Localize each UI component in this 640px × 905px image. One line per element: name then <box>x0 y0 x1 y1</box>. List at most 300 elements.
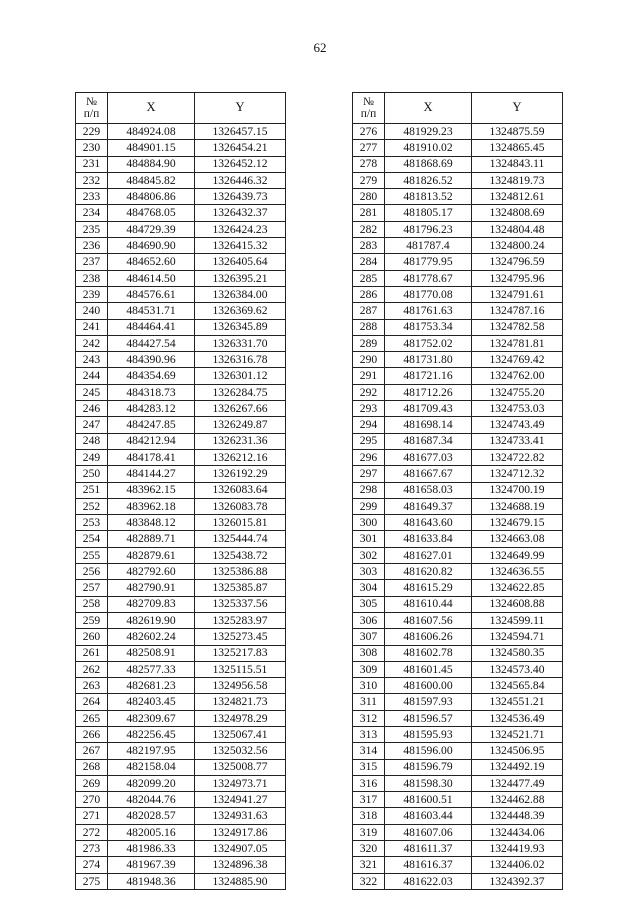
table-row <box>76 417 286 433</box>
point-number-cell: 236 <box>76 238 108 254</box>
point-number-cell: 308 <box>353 645 385 661</box>
y-coordinate-cell: 1324795.96 <box>472 270 563 286</box>
point-number-cell: 231 <box>76 156 108 172</box>
x-coordinate-cell: 482044.76 <box>108 792 195 808</box>
point-number-cell: 321 <box>353 857 385 873</box>
point-number-cell: 233 <box>76 189 108 205</box>
y-coordinate-cell: 1326384.00 <box>195 286 286 302</box>
x-coordinate-cell: 481787.4 <box>385 238 472 254</box>
table-row <box>76 189 286 205</box>
point-number-cell: 244 <box>76 368 108 384</box>
table-row <box>76 759 286 775</box>
x-coordinate-cell: 481778.67 <box>385 270 472 286</box>
point-number-cell: 282 <box>353 221 385 237</box>
x-coordinate-cell: 482508.91 <box>108 645 195 661</box>
x-coordinate-cell: 481779.95 <box>385 254 472 270</box>
x-coordinate-cell: 481600.51 <box>385 792 472 808</box>
table-row <box>76 286 286 302</box>
x-coordinate-cell: 482792.60 <box>108 564 195 580</box>
x-coordinate-cell: 481627.01 <box>385 547 472 563</box>
x-coordinate-cell: 482197.95 <box>108 743 195 759</box>
x-coordinate-cell: 484652.60 <box>108 254 195 270</box>
table-row <box>76 547 286 563</box>
point-number-cell: 319 <box>353 824 385 840</box>
x-coordinate-cell: 482403.45 <box>108 694 195 710</box>
point-number-cell: 278 <box>353 156 385 172</box>
table-row <box>76 205 286 221</box>
y-coordinate-cell: 1324565.84 <box>472 678 563 694</box>
table-row <box>353 596 563 612</box>
table-row <box>353 726 563 742</box>
x-coordinate-cell: 481770.08 <box>385 286 472 302</box>
x-coordinate-cell: 481596.79 <box>385 759 472 775</box>
table-row <box>353 172 563 188</box>
y-coordinate-cell: 1324622.85 <box>472 580 563 596</box>
y-coordinate-cell: 1324787.16 <box>472 303 563 319</box>
point-number-cell: 287 <box>353 303 385 319</box>
point-number-cell: 317 <box>353 792 385 808</box>
table-row <box>76 775 286 791</box>
x-coordinate-cell: 481597.93 <box>385 694 472 710</box>
table-row <box>353 286 563 302</box>
point-number-cell: 289 <box>353 335 385 351</box>
point-number-cell: 268 <box>76 759 108 775</box>
table-row <box>76 743 286 759</box>
table-row <box>76 238 286 254</box>
table-row <box>76 254 286 270</box>
table-row <box>76 303 286 319</box>
point-number-cell: 315 <box>353 759 385 775</box>
x-coordinate-cell: 481868.69 <box>385 156 472 172</box>
x-coordinate-cell: 481753.34 <box>385 319 472 335</box>
y-coordinate-cell: 1324573.40 <box>472 661 563 677</box>
table-row <box>76 612 286 628</box>
point-number-cell: 247 <box>76 417 108 433</box>
point-number-cell: 260 <box>76 629 108 645</box>
y-coordinate-cell: 1324931.63 <box>195 808 286 824</box>
x-coordinate-cell: 484924.08 <box>108 124 195 140</box>
y-coordinate-cell: 1324796.59 <box>472 254 563 270</box>
table-row <box>353 564 563 580</box>
page-number: 62 <box>313 40 327 55</box>
table-row <box>76 498 286 514</box>
x-coordinate-cell: 481616.37 <box>385 857 472 873</box>
y-coordinate-cell: 1324649.99 <box>472 547 563 563</box>
x-coordinate-cell: 481620.82 <box>385 564 472 580</box>
y-coordinate-cell: 1324733.41 <box>472 433 563 449</box>
point-number-cell: 229 <box>76 124 108 140</box>
table-row <box>353 824 563 840</box>
y-coordinate-cell: 1326452.12 <box>195 156 286 172</box>
x-coordinate-cell: 481607.56 <box>385 612 472 628</box>
table-row <box>353 238 563 254</box>
point-number-cell: 232 <box>76 172 108 188</box>
point-number-cell: 255 <box>76 547 108 563</box>
table-row <box>76 824 286 840</box>
x-coordinate-cell: 484845.82 <box>108 172 195 188</box>
y-coordinate-cell: 1326015.81 <box>195 515 286 531</box>
x-coordinate-cell: 484427.54 <box>108 335 195 351</box>
table-row <box>353 612 563 628</box>
point-number-cell: 250 <box>76 466 108 482</box>
y-coordinate-cell: 1325283.97 <box>195 612 286 628</box>
table-row <box>353 368 563 384</box>
x-coordinate-cell: 484690.90 <box>108 238 195 254</box>
x-coordinate-cell: 482790.91 <box>108 580 195 596</box>
y-coordinate-cell: 1324580.35 <box>472 645 563 661</box>
y-coordinate-cell: 1324917.86 <box>195 824 286 840</box>
point-number-cell: 242 <box>76 335 108 351</box>
x-coordinate-cell: 482709.83 <box>108 596 195 612</box>
table-row <box>353 645 563 661</box>
y-coordinate-cell: 1325217.83 <box>195 645 286 661</box>
header-number-abbrev: п/п <box>83 108 100 120</box>
point-number-cell: 235 <box>76 221 108 237</box>
y-coordinate-cell: 1324462.88 <box>472 792 563 808</box>
table-row <box>353 449 563 465</box>
point-number-cell: 322 <box>353 873 385 889</box>
table-row <box>76 515 286 531</box>
table-row <box>76 466 286 482</box>
table-row <box>353 384 563 400</box>
x-coordinate-cell: 484318.73 <box>108 384 195 400</box>
point-number-cell: 302 <box>353 547 385 563</box>
point-number-cell: 246 <box>76 401 108 417</box>
table-row <box>353 401 563 417</box>
x-coordinate-cell: 481643.60 <box>385 515 472 531</box>
table-row <box>76 433 286 449</box>
point-number-cell: 307 <box>353 629 385 645</box>
point-number-cell: 320 <box>353 841 385 857</box>
header-number <box>76 93 108 124</box>
x-coordinate-cell: 481910.02 <box>385 140 472 156</box>
x-coordinate-cell: 482158.04 <box>108 759 195 775</box>
table-row <box>353 303 563 319</box>
table-row <box>353 515 563 531</box>
y-coordinate-cell: 1324477.49 <box>472 775 563 791</box>
y-coordinate-cell: 1324688.19 <box>472 498 563 514</box>
point-number-cell: 285 <box>353 270 385 286</box>
y-coordinate-cell: 1325273.45 <box>195 629 286 645</box>
point-number-cell: 267 <box>76 743 108 759</box>
y-coordinate-cell: 1325008.77 <box>195 759 286 775</box>
y-coordinate-cell: 1324762.00 <box>472 368 563 384</box>
y-coordinate-cell: 1325385.87 <box>195 580 286 596</box>
y-coordinate-cell: 1324791.61 <box>472 286 563 302</box>
point-number-cell: 234 <box>76 205 108 221</box>
table-row <box>76 857 286 873</box>
point-number-cell: 241 <box>76 319 108 335</box>
point-number-cell: 310 <box>353 678 385 694</box>
x-coordinate-cell: 481598.30 <box>385 775 472 791</box>
table-row <box>76 726 286 742</box>
point-number-cell: 277 <box>353 140 385 156</box>
table-row <box>353 808 563 824</box>
table-row <box>353 661 563 677</box>
table-row <box>76 645 286 661</box>
x-coordinate-cell: 484614.50 <box>108 270 195 286</box>
table-row <box>353 743 563 759</box>
table-row <box>76 661 286 677</box>
point-number-cell: 303 <box>353 564 385 580</box>
x-coordinate-cell: 484901.15 <box>108 140 195 156</box>
x-coordinate-cell: 481610.44 <box>385 596 472 612</box>
table-row <box>76 580 286 596</box>
x-coordinate-cell: 481721.16 <box>385 368 472 384</box>
y-coordinate-cell: 1324781.81 <box>472 335 563 351</box>
point-number-cell: 264 <box>76 694 108 710</box>
x-coordinate-cell: 482256.45 <box>108 726 195 742</box>
x-coordinate-cell: 481986.33 <box>108 841 195 857</box>
x-coordinate-cell: 481622.03 <box>385 873 472 889</box>
table-row <box>76 841 286 857</box>
x-coordinate-cell: 481607.06 <box>385 824 472 840</box>
table-body <box>76 124 286 890</box>
table-row <box>353 873 563 889</box>
x-coordinate-cell: 484464.41 <box>108 319 195 335</box>
point-number-cell: 245 <box>76 384 108 400</box>
y-coordinate-cell: 1324536.49 <box>472 710 563 726</box>
x-coordinate-cell: 481606.26 <box>385 629 472 645</box>
coordinates-table-right <box>352 92 563 890</box>
point-number-cell: 263 <box>76 678 108 694</box>
table-row <box>353 629 563 645</box>
point-number-cell: 249 <box>76 449 108 465</box>
x-coordinate-cell: 482577.33 <box>108 661 195 677</box>
y-coordinate-cell: 1324800.24 <box>472 238 563 254</box>
point-number-cell: 288 <box>353 319 385 335</box>
y-coordinate-cell: 1324448.39 <box>472 808 563 824</box>
point-number-cell: 251 <box>76 482 108 498</box>
x-coordinate-cell: 481948.36 <box>108 873 195 889</box>
y-coordinate-cell: 1324755.20 <box>472 384 563 400</box>
table-row <box>353 335 563 351</box>
x-coordinate-cell: 483962.15 <box>108 482 195 498</box>
y-coordinate-cell: 1324843.11 <box>472 156 563 172</box>
x-coordinate-cell: 481596.00 <box>385 743 472 759</box>
table-row <box>76 482 286 498</box>
x-coordinate-cell: 482879.61 <box>108 547 195 563</box>
y-coordinate-cell: 1326439.73 <box>195 189 286 205</box>
y-coordinate-cell: 1324808.69 <box>472 205 563 221</box>
table-row <box>76 596 286 612</box>
y-coordinate-cell: 1324663.08 <box>472 531 563 547</box>
y-coordinate-cell: 1324551.21 <box>472 694 563 710</box>
y-coordinate-cell: 1324885.90 <box>195 873 286 889</box>
y-coordinate-cell: 1326331.70 <box>195 335 286 351</box>
y-coordinate-cell: 1326316.78 <box>195 352 286 368</box>
y-coordinate-cell: 1326231.36 <box>195 433 286 449</box>
coordinates-table-left <box>75 92 286 890</box>
x-coordinate-cell: 482028.57 <box>108 808 195 824</box>
point-number-cell: 271 <box>76 808 108 824</box>
x-coordinate-cell: 484283.12 <box>108 401 195 417</box>
table-row <box>76 629 286 645</box>
x-coordinate-cell: 481687.34 <box>385 433 472 449</box>
point-number-cell: 258 <box>76 596 108 612</box>
table-row <box>353 352 563 368</box>
point-number-cell: 281 <box>353 205 385 221</box>
x-coordinate-cell: 482099.20 <box>108 775 195 791</box>
table-row <box>76 449 286 465</box>
y-coordinate-cell: 1325115.51 <box>195 661 286 677</box>
table-row <box>353 466 563 482</box>
point-number-cell: 252 <box>76 498 108 514</box>
table-row <box>353 547 563 563</box>
y-coordinate-cell: 1326083.78 <box>195 498 286 514</box>
table-row <box>76 140 286 156</box>
y-coordinate-cell: 1324521.71 <box>472 726 563 742</box>
table-row <box>353 124 563 140</box>
x-coordinate-cell: 484729.39 <box>108 221 195 237</box>
x-coordinate-cell: 482889.71 <box>108 531 195 547</box>
point-number-cell: 296 <box>353 449 385 465</box>
table-row <box>76 124 286 140</box>
table-row <box>353 417 563 433</box>
table-row <box>353 580 563 596</box>
point-number-cell: 300 <box>353 515 385 531</box>
x-coordinate-cell: 481667.67 <box>385 466 472 482</box>
y-coordinate-cell: 1326301.12 <box>195 368 286 384</box>
x-coordinate-cell: 481600.00 <box>385 678 472 694</box>
table-row <box>353 482 563 498</box>
y-coordinate-cell: 1324812.61 <box>472 189 563 205</box>
point-number-cell: 237 <box>76 254 108 270</box>
point-number-cell: 276 <box>353 124 385 140</box>
point-number-cell: 284 <box>353 254 385 270</box>
header-number <box>353 93 385 124</box>
y-coordinate-cell: 1324406.02 <box>472 857 563 873</box>
point-number-cell: 261 <box>76 645 108 661</box>
point-number-cell: 254 <box>76 531 108 547</box>
point-number-cell: 298 <box>353 482 385 498</box>
y-coordinate-cell: 1324492.19 <box>472 759 563 775</box>
x-coordinate-cell: 481596.57 <box>385 710 472 726</box>
y-coordinate-cell: 1324819.73 <box>472 172 563 188</box>
table-row <box>76 694 286 710</box>
x-coordinate-cell: 481595.93 <box>385 726 472 742</box>
point-number-cell: 273 <box>76 841 108 857</box>
x-coordinate-cell: 482602.24 <box>108 629 195 645</box>
point-number-cell: 295 <box>353 433 385 449</box>
y-coordinate-cell: 1326083.64 <box>195 482 286 498</box>
x-coordinate-cell: 484531.71 <box>108 303 195 319</box>
x-coordinate-cell: 481658.03 <box>385 482 472 498</box>
table-row <box>76 352 286 368</box>
y-coordinate-cell: 1324804.48 <box>472 221 563 237</box>
x-coordinate-cell: 481805.17 <box>385 205 472 221</box>
table-row <box>76 710 286 726</box>
table-row <box>76 319 286 335</box>
x-coordinate-cell: 481967.39 <box>108 857 195 873</box>
table-row <box>353 433 563 449</box>
x-coordinate-cell: 481603.44 <box>385 808 472 824</box>
y-coordinate-cell: 1325067.41 <box>195 726 286 742</box>
y-coordinate-cell: 1325032.56 <box>195 743 286 759</box>
point-number-cell: 256 <box>76 564 108 580</box>
x-coordinate-cell: 481813.52 <box>385 189 472 205</box>
header-x: X <box>108 93 195 124</box>
x-coordinate-cell: 481649.37 <box>385 498 472 514</box>
y-coordinate-cell: 1326432.37 <box>195 205 286 221</box>
table-row <box>353 792 563 808</box>
y-coordinate-cell: 1324636.55 <box>472 564 563 580</box>
table-row <box>76 172 286 188</box>
point-number-cell: 283 <box>353 238 385 254</box>
point-number-cell: 269 <box>76 775 108 791</box>
point-number-cell: 305 <box>353 596 385 612</box>
y-coordinate-cell: 1326284.75 <box>195 384 286 400</box>
table-row <box>353 841 563 857</box>
x-coordinate-cell: 483962.18 <box>108 498 195 514</box>
point-number-cell: 240 <box>76 303 108 319</box>
table-row <box>76 221 286 237</box>
point-number-cell: 243 <box>76 352 108 368</box>
y-coordinate-cell: 1324956.58 <box>195 678 286 694</box>
y-coordinate-cell: 1324712.32 <box>472 466 563 482</box>
table-row <box>76 368 286 384</box>
table-row <box>76 156 286 172</box>
header-number-symbol: № <box>86 95 97 108</box>
y-coordinate-cell: 1325438.72 <box>195 547 286 563</box>
x-coordinate-cell: 484247.85 <box>108 417 195 433</box>
y-coordinate-cell: 1326192.29 <box>195 466 286 482</box>
point-number-cell: 290 <box>353 352 385 368</box>
point-number-cell: 253 <box>76 515 108 531</box>
table-row <box>76 678 286 694</box>
table-row <box>76 792 286 808</box>
point-number-cell: 291 <box>353 368 385 384</box>
x-coordinate-cell: 482619.90 <box>108 612 195 628</box>
point-number-cell: 272 <box>76 824 108 840</box>
point-number-cell: 293 <box>353 401 385 417</box>
x-coordinate-cell: 481752.02 <box>385 335 472 351</box>
table-row <box>353 205 563 221</box>
point-number-cell: 274 <box>76 857 108 873</box>
header-x: X <box>385 93 472 124</box>
table-header-row <box>76 93 286 124</box>
table-row <box>353 156 563 172</box>
point-number-cell: 314 <box>353 743 385 759</box>
y-coordinate-cell: 1324599.11 <box>472 612 563 628</box>
table-row <box>353 775 563 791</box>
x-coordinate-cell: 484144.27 <box>108 466 195 482</box>
x-coordinate-cell: 481826.52 <box>385 172 472 188</box>
table-row <box>76 384 286 400</box>
y-coordinate-cell: 1326212.16 <box>195 449 286 465</box>
point-number-cell: 299 <box>353 498 385 514</box>
y-coordinate-cell: 1326267.66 <box>195 401 286 417</box>
point-number-cell: 301 <box>353 531 385 547</box>
point-number-cell: 248 <box>76 433 108 449</box>
y-coordinate-cell: 1325386.88 <box>195 564 286 580</box>
y-coordinate-cell: 1326405.64 <box>195 254 286 270</box>
x-coordinate-cell: 481611.37 <box>385 841 472 857</box>
y-coordinate-cell: 1324973.71 <box>195 775 286 791</box>
y-coordinate-cell: 1326395.21 <box>195 270 286 286</box>
point-number-cell: 259 <box>76 612 108 628</box>
y-coordinate-cell: 1326424.23 <box>195 221 286 237</box>
y-coordinate-cell: 1326249.87 <box>195 417 286 433</box>
point-number-cell: 297 <box>353 466 385 482</box>
y-coordinate-cell: 1324978.29 <box>195 710 286 726</box>
point-number-cell: 230 <box>76 140 108 156</box>
table-row <box>76 564 286 580</box>
table-body <box>353 124 563 890</box>
table-row <box>353 498 563 514</box>
y-coordinate-cell: 1324679.15 <box>472 515 563 531</box>
y-coordinate-cell: 1324865.45 <box>472 140 563 156</box>
